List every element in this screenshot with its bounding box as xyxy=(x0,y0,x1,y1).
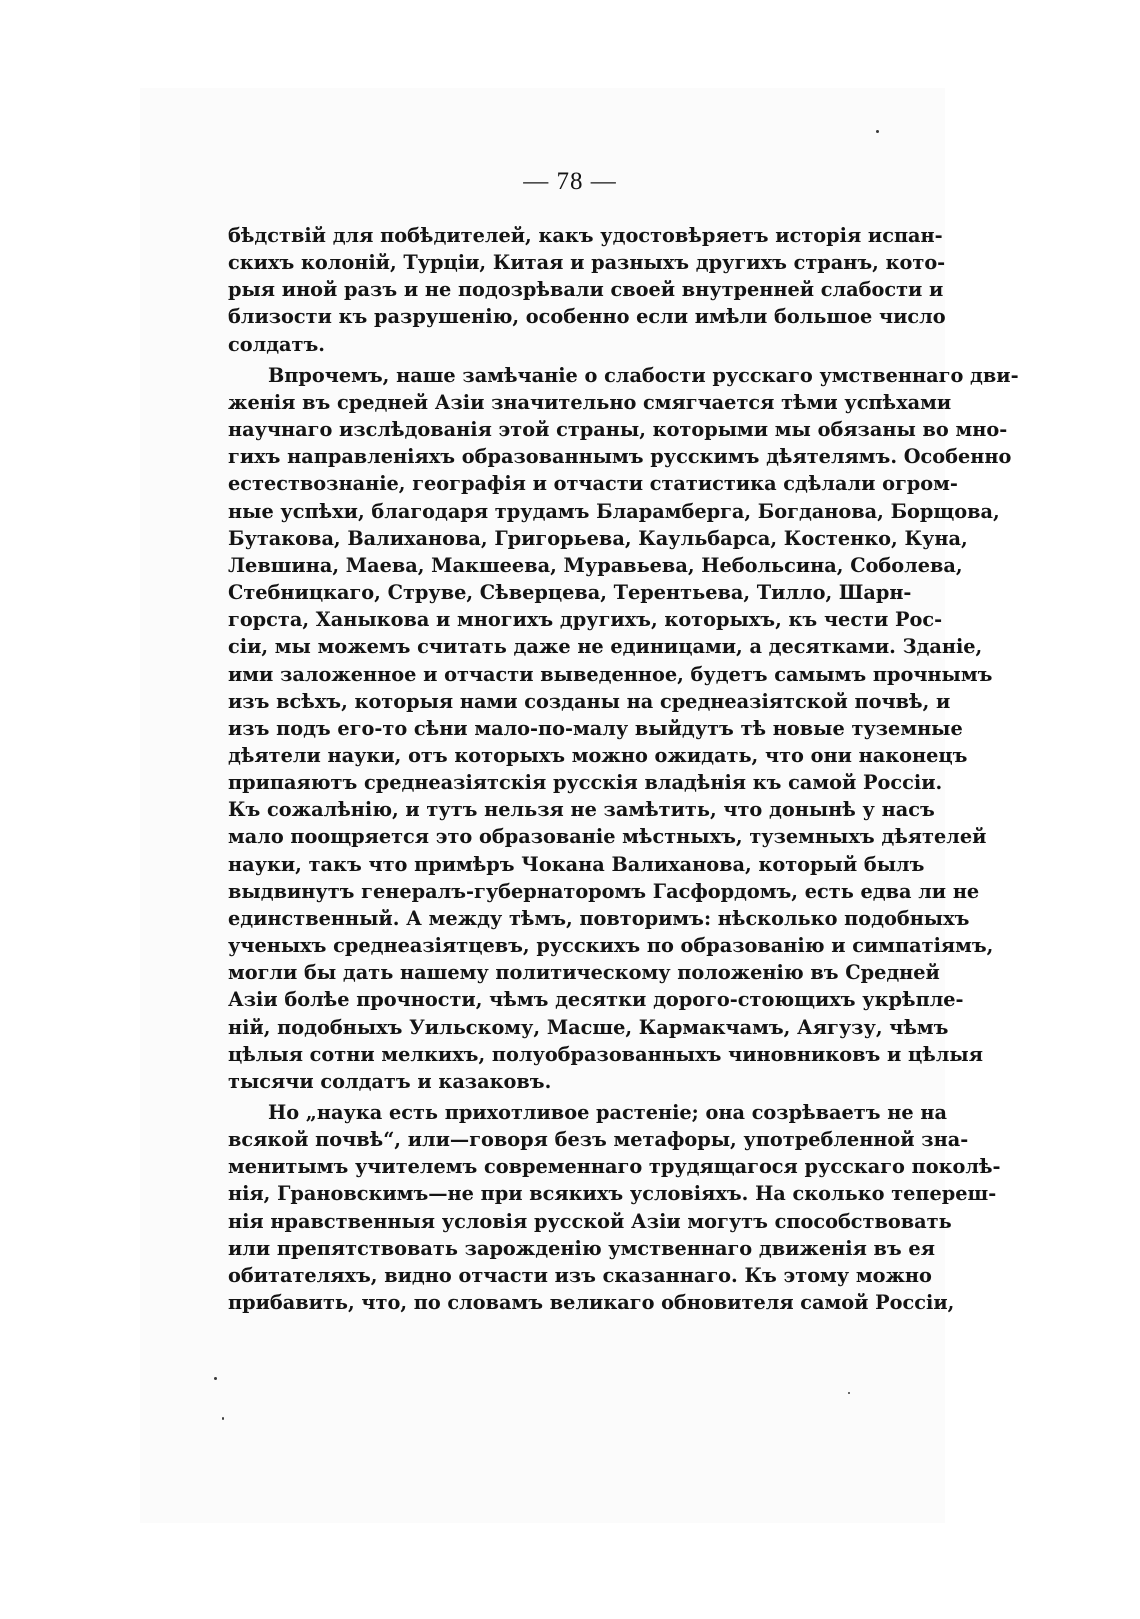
text-line: Стебницкаго, Струве, Сѣверцева, Терентьева, Тилло, Шарн- xyxy=(228,581,912,605)
text-line: ими заложенное и отчасти выведенное, будетъ самымъ прочнымъ xyxy=(228,662,993,686)
text-line: Азіи болѣе прочности, чѣмъ десятки дорого-стоющихъ укрѣпле- xyxy=(228,988,964,1012)
text-line: солдатъ. xyxy=(228,332,325,356)
text-line: или препятствовать зарожденію умственнаго движенія въ ея xyxy=(228,1236,935,1260)
text-line: скихъ колоній, Турціи, Китая и разныхъ другихъ странъ, кото- xyxy=(228,251,946,275)
text-line: нія, Грановскимъ—не при всякихъ условіяхъ. На сколько тепереш- xyxy=(228,1182,997,1206)
text-line: мало поощряется это образованіе мѣстныхъ, туземныхъ дѣятелей xyxy=(228,825,987,849)
scan-speck xyxy=(222,1417,224,1420)
text-line: нія нравственныя условія русской Азіи могутъ способствовать xyxy=(228,1209,952,1233)
text-line: ученыхъ среднеазіятцевъ, русскихъ по образованію и симпатіямъ, xyxy=(228,934,994,958)
text-line: Левшина, Маева, Макшеева, Муравьева, Небольсина, Соболева, xyxy=(228,553,963,577)
text-line: сіи, мы можемъ считать даже не единицами, а десятками. Зданіе, xyxy=(228,635,983,659)
text-line: рыя иной разъ и не подозрѣвали своей внутренней слабости и xyxy=(228,278,944,302)
text-line: изъ всѣхъ, которыя нами созданы на среднеазіятской почвѣ, и xyxy=(228,689,951,713)
page-number: — 78 — xyxy=(523,168,617,195)
text-line: гихъ направленіяхъ образованнымъ русскимъ дѣятелямъ. Особенно xyxy=(228,445,1012,469)
text-line: тысячи солдатъ и казаковъ. xyxy=(228,1069,552,1093)
body-text xyxy=(228,222,1019,1316)
text-line: близости къ разрушенію, особенно если имѣли большое число xyxy=(228,305,946,329)
text-line: Бутакова, Валиханова, Григорьева, Каульбарса, Костенко, Куна, xyxy=(228,526,968,550)
text-line: ній, подобныхъ Уильскому, Масше, Кармакчамъ, Аягузу, чѣмъ xyxy=(228,1015,949,1039)
paragraph-3 xyxy=(228,1099,1001,1316)
text-line: могли бы дать нашему политическому положенію въ Средней xyxy=(228,961,940,985)
text-line: женія въ средней Азіи значительно смягчается тѣми успѣхами xyxy=(228,390,952,414)
text-line: единственный. А между тѣмъ, повторимъ: нѣсколько подобныхъ xyxy=(228,906,970,930)
text-line: изъ подъ его-то сѣни мало-по-малу выйдутъ тѣ новые туземные xyxy=(228,716,963,740)
paragraph-1 xyxy=(228,222,946,358)
text-line: припаяютъ среднеазіятскія русскія владѣнія къ самой Россіи. xyxy=(228,771,943,795)
text-line: дѣятели науки, отъ которыхъ можно ожидать, что они наконецъ xyxy=(228,743,968,767)
text-line: цѣлыя сотни мелкихъ, полуобразованныхъ чиновниковъ и цѣлыя xyxy=(228,1042,983,1066)
text-line: Но „наука есть прихотливое растеніе; она созрѣваетъ не на xyxy=(268,1101,947,1124)
text-line: науки, такъ что примѣръ Чокана Валиханова, который былъ xyxy=(228,852,925,876)
text-line: обитателяхъ, видно отчасти изъ сказаннаго. Къ этому можно xyxy=(228,1263,932,1287)
text-line: Впрочемъ, наше замѣчаніе о слабости русскаго умственнаго дви- xyxy=(268,363,1019,387)
text-line: менитымъ учителемъ современнаго трудящагося русскаго поколѣ- xyxy=(228,1155,1001,1179)
scan-speck xyxy=(848,1392,850,1394)
text-line: горста, Ханыкова и многихъ другихъ, которыхъ, къ чести Рос- xyxy=(228,608,943,632)
text-line: научнаго изслѣдованія этой страны, которыми мы обязаны во мно- xyxy=(228,418,1008,442)
text-line: ные успѣхи, благодаря трудамъ Бларамберга, Богданова, Борщова, xyxy=(228,499,1000,523)
text-line: всякой почвѣ“, или—говоря безъ метафоры, употребленной зна- xyxy=(228,1128,969,1152)
text-line: бѣдствій для побѣдителей, какъ удостовѣряетъ исторія испан- xyxy=(228,224,943,247)
text-line: Къ сожалѣнію, и тутъ нельзя не замѣтить, что донынѣ у насъ xyxy=(228,798,935,822)
paragraph-2 xyxy=(228,362,1019,1095)
text-line: естествознаніе, географія и отчасти статистика сдѣлали огром- xyxy=(228,472,958,496)
text-line: прибавить, что, по словамъ великаго обновителя самой Россіи, xyxy=(228,1291,955,1315)
text-line: выдвинутъ генералъ-губернаторомъ Гасфордомъ, есть едва ли не xyxy=(228,879,980,903)
scan-speck xyxy=(214,1377,217,1380)
scan-speck xyxy=(876,130,879,133)
